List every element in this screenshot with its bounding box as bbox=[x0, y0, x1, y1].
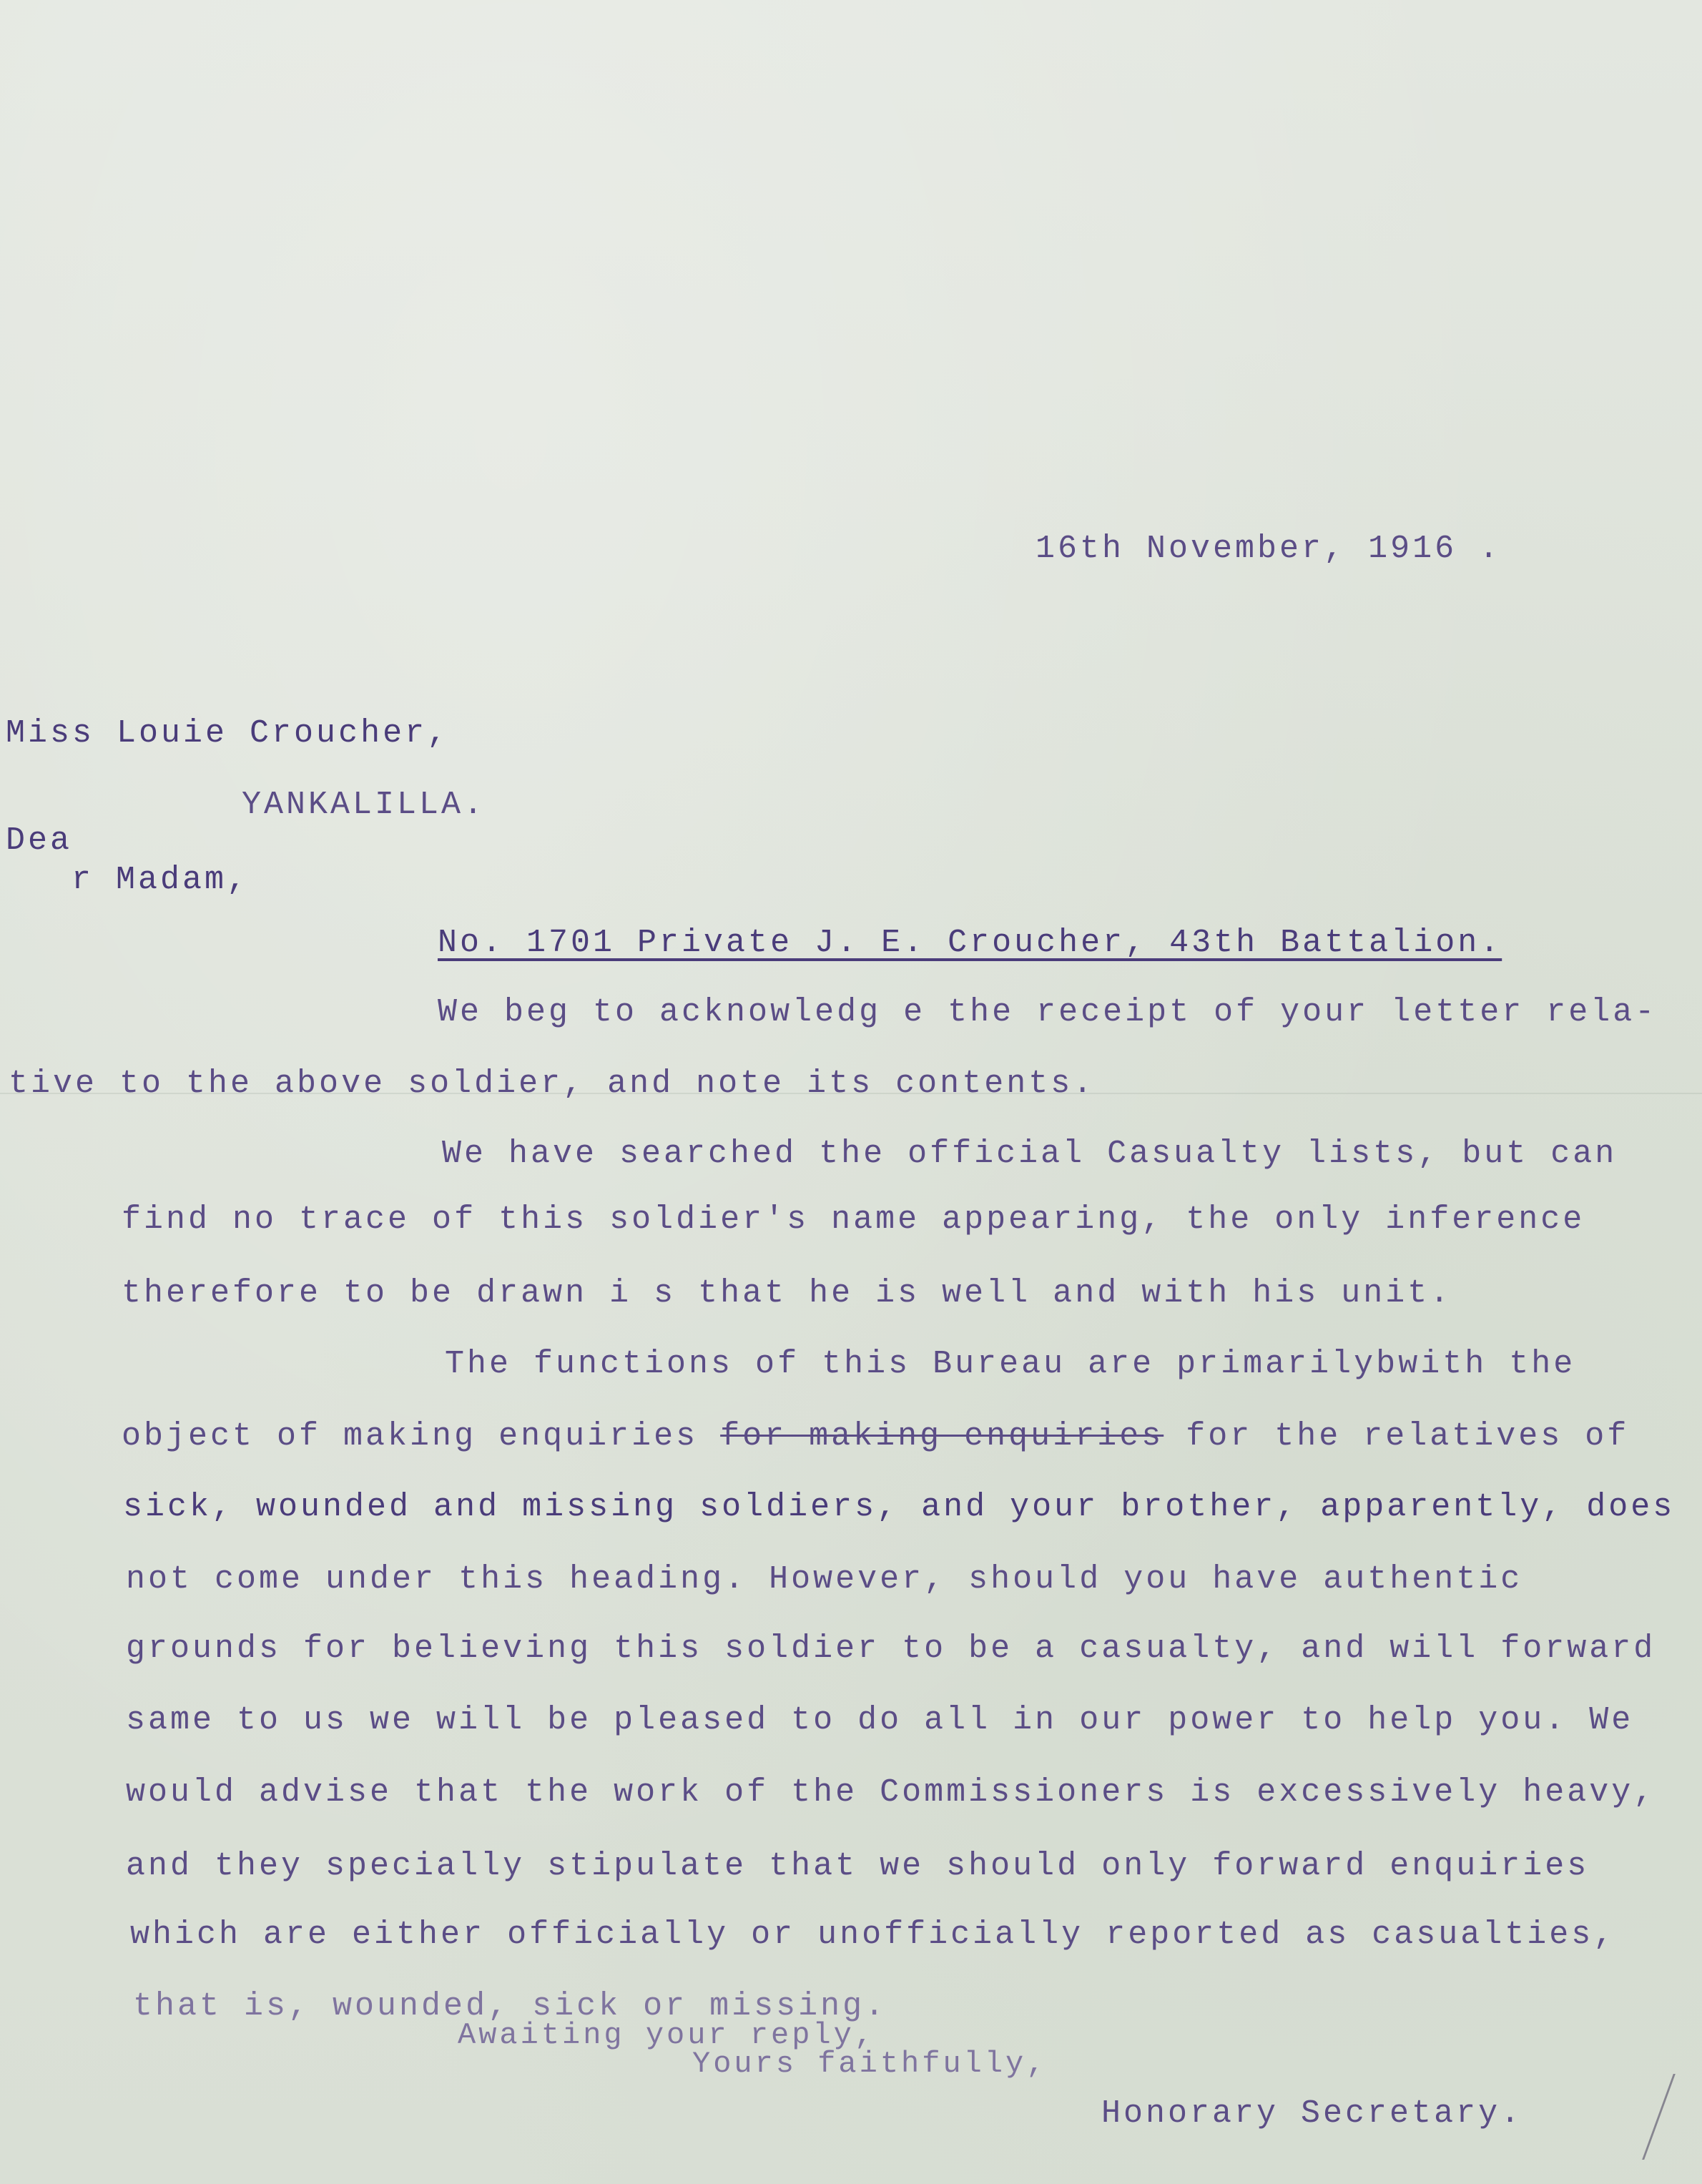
paragraph-1-line-2: tive to the above soldier, and note its contents. bbox=[9, 1066, 1096, 1102]
paper-watermark bbox=[486, 565, 1702, 694]
paragraph-3-line-9: which are either officially or unofficially reported as casualties, bbox=[130, 1917, 1616, 1953]
recipient-name: Miss Louie Croucher, bbox=[6, 715, 450, 752]
paragraph-3-line-2-start: object of making enquiries bbox=[122, 1418, 721, 1455]
paragraph-3-line-8: and they specially stipulate that we should only forward enquiries bbox=[126, 1848, 1590, 1884]
paragraph-3-line-3: sick, wounded and missing soldiers, and your brother, apparently, does bbox=[123, 1489, 1676, 1525]
salutation-part-2: r Madam, bbox=[72, 862, 250, 898]
paragraph-3-line-2 bbox=[122, 1418, 1629, 1455]
closing-awaiting-reply: Awaiting your reply, bbox=[458, 2018, 876, 2052]
salutation-part-1: Dea bbox=[6, 822, 73, 859]
paragraph-3-line-4: not come under this heading. However, should you have authentic bbox=[126, 1561, 1523, 1598]
letter-date: 16th November, 1916 . bbox=[1036, 531, 1502, 567]
struck-through-text: for making enquiries bbox=[720, 1418, 1164, 1455]
closing-yours-faithfully: Yours faithfully, bbox=[692, 2047, 1048, 2081]
pen-mark bbox=[1642, 2074, 1702, 2160]
paragraph-3-line-1: The functions of this Bureau are primarilybwith the bbox=[445, 1346, 1576, 1382]
paragraph-3-line-5: grounds for believing this soldier to be a casualty, and will forward bbox=[126, 1630, 1656, 1667]
letter-subject: No. 1701 Private J. E. Croucher, 43th Battalion. bbox=[438, 925, 1502, 961]
signature-title: Honorary Secretary. bbox=[1101, 2095, 1523, 2132]
paragraph-2-line-2: find no trace of this soldier's name appearing, the only inference bbox=[122, 1201, 1585, 1238]
paragraph-3-line-6: same to us we will be pleased to do all in our power to help you. We bbox=[126, 1702, 1634, 1738]
paragraph-3-line-7: would advise that the work of the Commissioners is excessively heavy, bbox=[126, 1774, 1656, 1811]
paragraph-3-line-10: that is, wounded, sick or missing. bbox=[133, 1988, 887, 2025]
paragraph-2-line-1: We have searched the official Casualty lists, but can bbox=[442, 1136, 1618, 1172]
paragraph-1-line-1: We beg to acknowledg e the receipt of your letter rela- bbox=[438, 994, 1658, 1030]
recipient-place: YANKALILLA. bbox=[242, 787, 486, 823]
paragraph-3-line-2-end: for the relatives of bbox=[1164, 1418, 1630, 1455]
paragraph-2-line-3: therefore to be drawn i s that he is well and with his unit. bbox=[122, 1275, 1452, 1312]
